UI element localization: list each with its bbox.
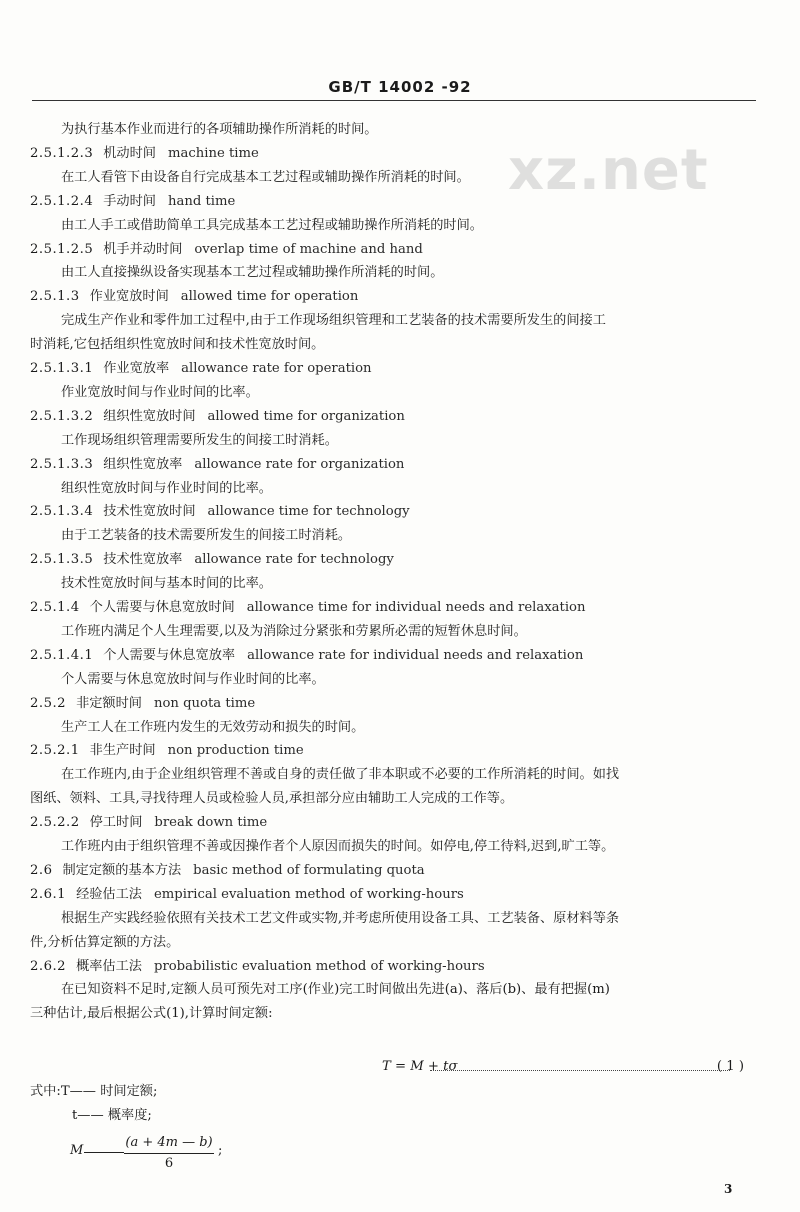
section-heading — [30, 142, 765, 166]
M-tail: ; — [218, 1143, 223, 1158]
section-number: 2.5.1.2.3 — [30, 146, 94, 161]
section-heading — [30, 357, 765, 381]
section-number: 2.5.1.3.4 — [30, 504, 94, 519]
term-english: allowance time for technology — [207, 504, 410, 519]
paragraph-line: 为执行基本作业而进行的各项辅助操作所消耗的时间。 — [61, 122, 378, 137]
paragraph-line: 作业宽放时间与作业时间的比率。 — [61, 385, 259, 400]
paragraph-line: 工作班内满足个人生理需要,以及为消除过分紧张和劳累所必需的短暂休息时间。 — [61, 624, 527, 639]
term-chinese: 经验估工法 — [76, 887, 142, 902]
header-rule — [32, 100, 756, 101]
paragraph-line: 生产工人在工作班内发生的无效劳动和损失的时间。 — [61, 720, 365, 735]
term-english: non quota time — [154, 696, 256, 711]
term-chinese: 停工时间 — [89, 815, 143, 830]
section-number: 2.5.1.3 — [30, 289, 80, 304]
term-english: machine time — [167, 146, 259, 161]
where-T-line — [30, 1080, 765, 1104]
paragraph-line: 组织性宽放时间与作业时间的比率。 — [61, 481, 272, 496]
document-header: GB/T 14002 -92 — [328, 78, 472, 96]
term-chinese: 技术性宽放率 — [103, 552, 183, 567]
section-number: 2.5.2 — [30, 696, 67, 711]
term-chinese: 手动时间 — [103, 194, 156, 209]
paragraph-line: 技术性宽放时间与基本时间的比率。 — [61, 576, 272, 591]
section-heading — [30, 859, 765, 883]
term-chinese: 组织性宽放时间 — [103, 409, 196, 424]
where-t-definition: t—— 概率度; — [72, 1108, 152, 1123]
term-english: overlap time of machine and hand — [194, 242, 423, 257]
M-numerator: (a + 4m — b) — [125, 1135, 213, 1150]
term-english: allowance rate for individual needs and relaxation — [247, 648, 584, 663]
formula-number: ( 1 ) — [716, 1059, 744, 1074]
section-number: 2.5.1.3.2 — [30, 409, 94, 424]
paragraph-line: 由工人直接操纵设备实现基本工艺过程或辅助操作所消耗的时间。 — [61, 265, 444, 280]
term-chinese: 非定额时间 — [76, 696, 142, 711]
section-heading — [30, 739, 765, 763]
term-english: basic method of formulating quota — [193, 863, 425, 878]
where-label: 式中: — [30, 1084, 61, 1099]
section-heading — [30, 692, 765, 716]
term-english: break down time — [154, 815, 268, 830]
term-english: allowance rate for organization — [194, 457, 405, 472]
paragraph-line: 时消耗,它包括组织性宽放时间和技术性宽放时间。 — [30, 337, 325, 352]
term-english: allowance rate for operation — [181, 361, 372, 376]
paragraph-line: 在已知资料不足时,定额人员可预先对工序(作业)完工时间做出先进(a)、落后(b)、最有把握(m) — [61, 982, 610, 997]
M-denominator: 6 — [164, 1156, 174, 1171]
section-number: 2.6.2 — [30, 959, 67, 974]
section-heading — [30, 548, 765, 572]
formula-expression: T = M + tσ — [382, 1059, 458, 1074]
section-heading — [30, 883, 765, 907]
paragraph-line: 在工作班内,由于企业组织管理不善或自身的责任做了非本职或不必要的工作所消耗的时间。如找 — [61, 767, 620, 782]
section-heading — [30, 596, 765, 620]
section-heading — [30, 644, 765, 668]
where-M-dash — [84, 1152, 124, 1153]
term-chinese: 机手并动时间 — [103, 242, 183, 257]
section-number: 2.5.2.2 — [30, 815, 80, 830]
page-number: 3 — [724, 1182, 733, 1196]
paragraph-line: 由于工艺装备的技术需要所发生的间接工时消耗。 — [61, 528, 352, 543]
paragraph-line: 工作班内由于组织管理不善或因操作者个人原因而损失的时间。如停电,停工待料,迟到,旷工等。 — [61, 839, 615, 854]
term-english: allowance rate for technology — [194, 552, 394, 567]
term-english: allowance time for individual needs and relaxation — [246, 600, 586, 615]
section-heading — [30, 453, 765, 477]
section-number: 2.5.1.3.1 — [30, 361, 94, 376]
M-fraction — [124, 1133, 214, 1174]
paragraph-line: 完成生产作业和零件加工过程中,由于工作现场组织管理和工艺装备的技术需要所发生的间接工 — [61, 313, 606, 328]
term-chinese: 技术性宽放时间 — [103, 504, 196, 519]
term-english: probabilistic evaluation method of working-hours — [154, 959, 485, 974]
section-heading — [30, 190, 765, 214]
section-heading — [30, 500, 765, 524]
section-heading — [30, 405, 765, 429]
paragraph-line: 图纸、领料、工具,寻找待理人员或检验人员,承担部分应由辅助工人完成的工作等。 — [30, 791, 514, 806]
term-chinese: 作业宽放率 — [103, 361, 170, 376]
paragraph-line: 件,分析估算定额的方法。 — [30, 935, 180, 950]
section-number: 2.5.1.4 — [30, 600, 80, 615]
term-chinese: 个人需要与休息宽放时间 — [89, 600, 235, 615]
section-number: 2.5.1.2.4 — [30, 194, 94, 209]
term-chinese: 机动时间 — [103, 146, 156, 161]
term-english: allowed time for organization — [207, 409, 405, 424]
term-english: allowed time for operation — [180, 289, 359, 304]
term-chinese: 概率估工法 — [76, 959, 142, 974]
term-english: empirical evaluation method of working-hours — [154, 887, 464, 902]
term-english: hand time — [167, 194, 236, 209]
term-chinese: 组织性宽放率 — [103, 457, 183, 472]
paragraph-line: 工作现场组织管理需要所发生的间接工时消耗。 — [61, 433, 338, 448]
paragraph-line: 由工人手工或借助简单工具完成基本工艺过程或辅助操作所消耗的时间。 — [61, 218, 483, 233]
where-T-definition: T—— 时间定额; — [60, 1084, 158, 1099]
term-chinese: 个人需要与休息宽放率 — [103, 648, 236, 663]
section-number: 2.6.1 — [30, 887, 67, 902]
where-t-line — [72, 1104, 472, 1128]
section-heading — [30, 955, 765, 979]
term-chinese: 非生产时间 — [89, 743, 156, 758]
section-number: 2.5.1.2.5 — [30, 242, 94, 257]
paragraph-line: 三种估计,最后根据公式(1),计算时间定额: — [30, 1006, 273, 1021]
paragraph-line: 在工人看管下由设备自行完成基本工艺过程或辅助操作所消耗的时间。 — [61, 170, 470, 185]
term-chinese: 制定定额的基本方法 — [62, 863, 182, 878]
paragraph-line: 根据生产实践经验依照有关技术工艺文件或实物,并考虑所使用设备工具、工艺装备、原材料等条 — [61, 911, 620, 926]
term-chinese: 作业宽放时间 — [89, 289, 169, 304]
section-heading — [30, 285, 765, 309]
section-number: 2.5.1.3.5 — [30, 552, 94, 567]
section-number: 2.5.1.3.3 — [30, 457, 94, 472]
term-english: non production time — [167, 743, 304, 758]
site-watermark: xz.net — [508, 138, 709, 203]
formula-1 — [30, 1055, 760, 1079]
paragraph-line: 个人需要与休息宽放时间与作业时间的比率。 — [61, 672, 325, 687]
where-M-symbol: M — [70, 1143, 84, 1158]
section-number: 2.5.1.4.1 — [30, 648, 94, 663]
section-heading — [30, 238, 765, 262]
section-heading — [30, 811, 765, 835]
formula-leader — [430, 1070, 730, 1071]
section-number: 2.5.2.1 — [30, 743, 80, 758]
section-number: 2.6 — [30, 863, 53, 878]
